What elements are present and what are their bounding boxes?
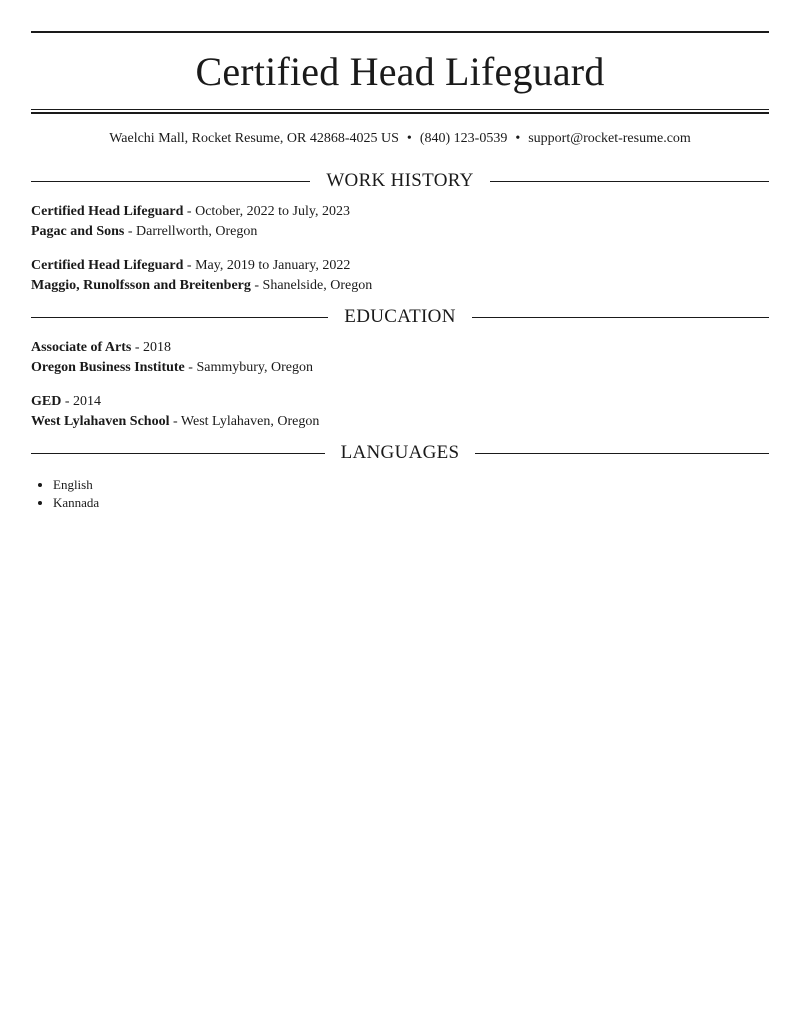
work-entry [31,256,769,296]
contact-email: support@rocket-resume.com [528,131,691,146]
top-rule [31,31,769,33]
job-dates: May, 2019 to January, 2022 [195,258,351,273]
school: Oregon Business Institute [31,360,185,375]
section-heading-education [31,306,769,328]
degree: GED [31,394,62,409]
section-title-languages: LANGUAGES [340,442,460,463]
work-entry [31,202,769,242]
job-role: Certified Head Lifeguard [31,258,184,273]
dash: - [183,204,196,219]
work-history-list [31,202,769,296]
job-company: Pagac and Sons [31,224,125,239]
job-location: Shanelside, Oregon [262,278,373,293]
work-entry-title-line [31,256,769,276]
resume-title: Certified Head Lifeguard [195,49,605,94]
degree-year: 2014 [73,394,102,409]
job-role: Certified Head Lifeguard [31,204,184,219]
languages-list [31,476,769,512]
job-location: Darrellworth, Oregon [136,224,258,239]
education-degree-line [31,392,769,412]
dash: - [183,258,196,273]
section-heading-work-history [31,170,769,192]
education-school-line [31,412,769,432]
job-dates: October, 2022 to July, 2023 [195,204,350,219]
dash: - [131,340,143,355]
heading-line-left [31,181,310,182]
language-item: • English [53,476,769,494]
education-entry [31,338,769,378]
title-double-rule [31,109,769,114]
heading-line-left [31,317,328,318]
work-entry-company-line [31,222,769,242]
section-title-work-history: WORK HISTORY [326,170,474,191]
section-title-education: EDUCATION [344,306,456,327]
degree-year: 2018 [142,340,171,355]
school-location: Sammybury, Oregon [196,360,313,375]
heading-line-left [31,453,325,454]
dash: - [250,278,263,293]
contact-separator: • [515,131,521,146]
dash: - [61,394,74,409]
school-location: West Lylahaven, Oregon [180,414,320,429]
heading-line-right [475,453,769,454]
section-heading-languages [31,442,769,464]
work-entry-title-line [31,202,769,222]
resume-page [31,0,769,512]
education-school-line [31,358,769,378]
education-degree-line [31,338,769,358]
degree: Associate of Arts [31,340,132,355]
language-item: • Kannada [53,494,769,512]
contact-separator: • [406,131,412,146]
heading-line-right [490,181,769,182]
education-list [31,338,769,432]
contact-phone: (840) 123-0539 [419,131,508,146]
dash: - [184,360,197,375]
dash: - [124,224,137,239]
contact-address: Waelchi Mall, Rocket Resume, OR 42868-4025 US [109,131,399,146]
school: West Lylahaven School [31,414,170,429]
contact-line [31,130,769,148]
education-entry [31,392,769,432]
job-company: Maggio, Runolfsson and Breitenberg [31,278,251,293]
heading-line-right [472,317,769,318]
dash: - [169,414,181,429]
work-entry-company-line [31,276,769,296]
